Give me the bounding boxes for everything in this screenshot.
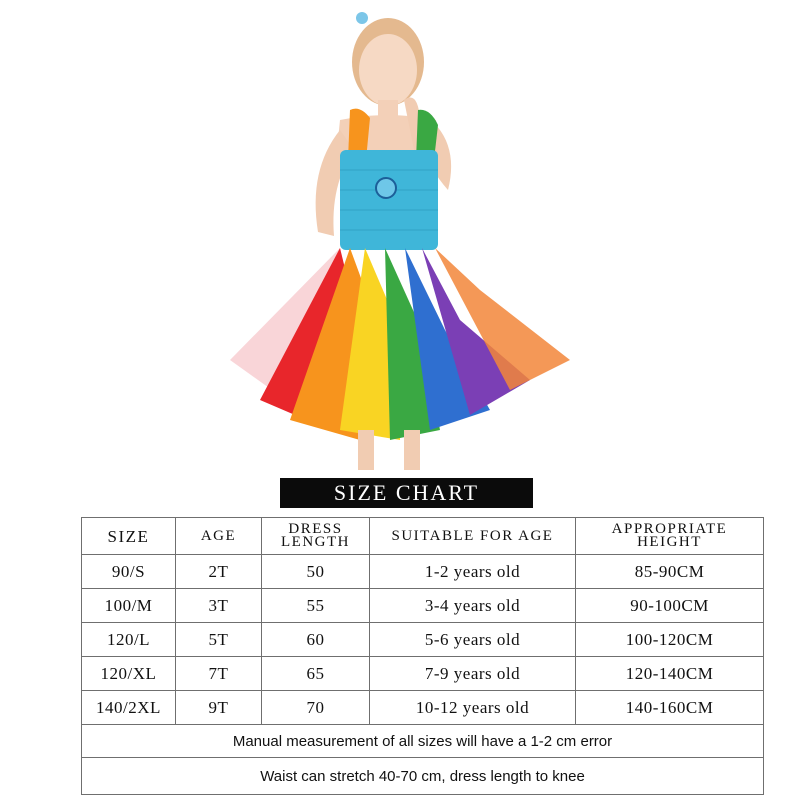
cell-suitable: 1-2 years old <box>370 555 576 589</box>
cell-size: 120/L <box>82 623 176 657</box>
cell-height: 120-140CM <box>576 657 764 691</box>
cell-size: 120/XL <box>82 657 176 691</box>
table-row <box>82 623 764 657</box>
cell-size: 140/2XL <box>82 691 176 725</box>
cell-suitable: 7-9 years old <box>370 657 576 691</box>
header-age: AGE <box>176 518 262 555</box>
table-row <box>82 657 764 691</box>
size-chart-table <box>81 517 764 795</box>
cell-age: 3T <box>176 589 262 623</box>
cell-suitable: 5-6 years old <box>370 623 576 657</box>
cell-length: 65 <box>262 657 370 691</box>
size-chart-title <box>280 478 533 508</box>
cell-suitable: 10-12 years old <box>370 691 576 725</box>
cell-length: 70 <box>262 691 370 725</box>
cell-height: 100-120CM <box>576 623 764 657</box>
cell-height: 90-100CM <box>576 589 764 623</box>
table-row <box>82 691 764 725</box>
girl-in-rainbow-tutu-dress-photo <box>190 0 610 470</box>
cell-age: 9T <box>176 691 262 725</box>
header-height-line2: HEIGHT <box>637 534 702 550</box>
cell-age: 5T <box>176 623 262 657</box>
header-dress-length-line2: LENGTH <box>281 534 350 550</box>
cell-size: 100/M <box>82 589 176 623</box>
header-dress-length-line1: DRESS <box>288 521 343 537</box>
note-row <box>82 758 764 795</box>
measurement-note: Manual measurement of all sizes will have a 1-2 cm error <box>82 725 764 758</box>
product-photo <box>190 0 610 470</box>
header-appropriate-height <box>576 518 764 555</box>
header-suitable-for-age: SUITABLE FOR AGE <box>370 518 576 555</box>
size-chart-title-text: SIZE CHART <box>333 480 480 505</box>
table-row <box>82 555 764 589</box>
cell-length: 50 <box>262 555 370 589</box>
cell-height: 85-90CM <box>576 555 764 589</box>
cell-age: 2T <box>176 555 262 589</box>
cell-length: 55 <box>262 589 370 623</box>
table-row <box>82 589 764 623</box>
cell-suitable: 3-4 years old <box>370 589 576 623</box>
table-header-row <box>82 518 764 555</box>
cell-length: 60 <box>262 623 370 657</box>
waist-note: Waist can stretch 40-70 cm, dress length to knee <box>82 758 764 795</box>
cell-age: 7T <box>176 657 262 691</box>
cell-size: 90/S <box>82 555 176 589</box>
header-size: SIZE <box>82 518 176 555</box>
header-dress-length <box>262 518 370 555</box>
header-height-line1: APPROPRIATE <box>611 521 728 537</box>
cell-height: 140-160CM <box>576 691 764 725</box>
note-row <box>82 725 764 758</box>
